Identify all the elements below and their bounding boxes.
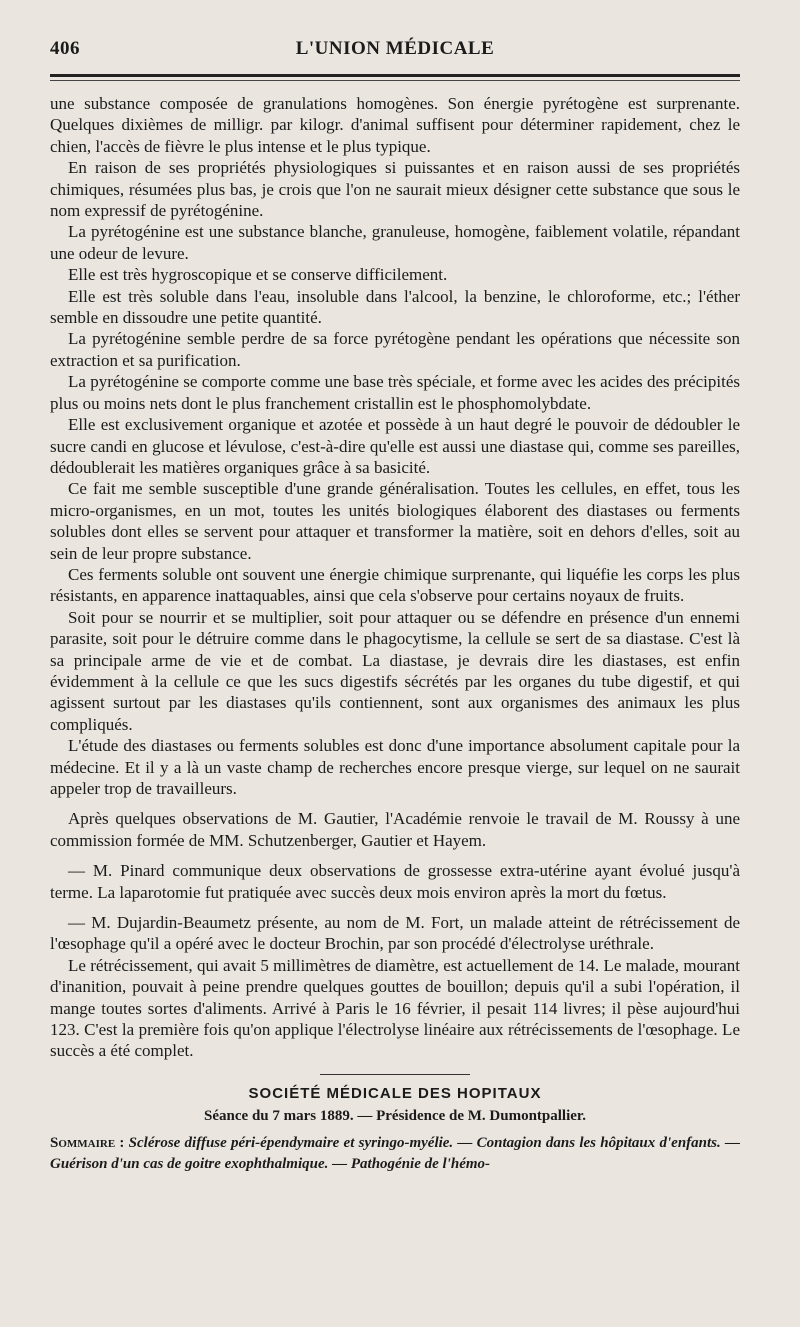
paragraph: Elle est très soluble dans l'eau, insoluble dans l'alcool, la benzine, le chloroforme, etc.; l'éther semble en dissoudre une petite quantité.	[50, 286, 740, 328]
header-rule-thin	[50, 80, 740, 81]
paragraph: Ces ferments soluble ont souvent une énergie chimique surprenante, qui liquéfie les corps les plus résistants, en apparence inattaquables, ainsi que cela s'observe pour certains noyaux de fruits.	[50, 564, 740, 606]
running-title: L'UNION MÉDICALE	[295, 38, 495, 59]
paragraph: La pyrétogénine semble perdre de sa force pyrétogène pendant les opérations que nécessite son extraction et sa purification.	[50, 329, 740, 370]
paragraph: Elle est exclusivement organique et azotée et possède à un haut degré le pouvoir de dédoubler le sucre candi en glucose et lévulose, c'est-à-dire qu'elle est aussi une diastase qui, comme ses pareilles, dédoublerait les matières organiques grâce à sa basicité.	[50, 415, 740, 477]
paragraph: Soit pour se nourrir et se multiplier, soit pour attaquer ou se défendre en présence d'un ennemi parasite, soit pour le détruire comme dans le phagocytisme, la cellule se sert de sa diastase. C'est là sa principale arme de vie et de combat. La diastase, je devrais dire les diastases, est enfin évidemment à la cellule ce que les sucs digestifs sécrétés par les organes du tube digestif, et qui agissent surtout par les diastases qu'ils contiennent, sont aux organismes des animaux les plus compliqués.	[50, 607, 740, 734]
society-title: SOCIÉTÉ MÉDICALE DES HOPITAUX	[248, 1084, 542, 1102]
paragraph: Après quelques observations de M. Gautier, l'Académie renvoie le travail de M. Roussy à une commission formée de MM. Schutzenberger, Gautier et Hayem.	[50, 809, 740, 850]
article-body	[50, 93, 740, 1062]
paragraph: L'étude des diastases ou ferments solubles est donc d'une importance absolument capitale pour la médecine. Et il y a là un vaste champ de recherches encore presque vierge, sur lequel on ne saurait appeler trop de travailleurs.	[50, 736, 740, 798]
paragraph: En raison de ses propriétés physiologiques si puissantes et en raison aussi de ses propriétés chimiques, résumées plus bas, je crois que l'on ne saurait mieux désigner cette substance que sous le nom expressif de pyrétogénine.	[50, 158, 740, 221]
paragraph: La pyrétogénine se comporte comme une base très spéciale, et forme avec les acides des précipités plus ou moins nets dont le plus franchement cristallin est le phosphomolybdate.	[50, 372, 740, 413]
summary-text: Sclérose diffuse péri-épendymaire et syringo-myélie. — Contagion dans les hôpitaux d'enfants. — Guérison d'un cas de goitre exophthalmique. — Pathogénie de l'hémo-	[50, 1134, 740, 1172]
paragraph: — M. Dujardin-Beaumetz présente, au nom de M. Fort, un malade atteint de rétrécissement de l'œsophage qu'il a opéré avec le docteur Brochin, par son procédé d'électrolyse uréthrale.	[50, 913, 740, 954]
paragraph: — M. Pinard communique deux observations de grossesse extra-utérine ayant évolué jusqu'à terme. La laparotomie fut pratiquée avec succès deux mois environ après la mort du fœtus.	[50, 861, 740, 902]
summary-lead: Sommaire :	[50, 1134, 125, 1151]
session-line: Séance du 7 mars 1889. — Présidence de M. Dumontpallier.	[204, 1107, 586, 1124]
paragraph: Ce fait me semble susceptible d'une grande généralisation. Toutes les cellules, en effet, tous les micro-organismes, en un mot, toutes les unités biologiques élaborent des diastases ou ferments solubles dont elles se servent pour attaquer et transformer la matière, soit en dehors d'elles, soit au sein de leur propre substance.	[50, 479, 740, 563]
paragraph: La pyrétogénine est une substance blanche, granuleuse, homogène, faiblement volatile, répandant une odeur de levure.	[50, 222, 740, 263]
summary	[50, 1133, 740, 1175]
header-rule	[50, 74, 740, 77]
page-header	[50, 36, 740, 60]
page-number: 406	[50, 38, 80, 59]
paragraph: Elle est très hygroscopique et se conserve difficilement.	[68, 265, 448, 285]
section-separator	[320, 1074, 470, 1075]
paragraph: une substance composée de granulations homogènes. Son énergie pyrétogène est surprenante. Quelques dixièmes de milligr. par kilogr. d'animal suffisent pour déterminer rapidement, chez le chien, l'accès de fièvre le plus intense et le plus typique.	[50, 94, 740, 156]
paragraph: Le rétrécissement, qui avait 5 millimètres de diamètre, est actuellement de 14. Le malade, mourant d'inanition, pouvait à peine prendre quelques gouttes de bouillon; depuis qu'il a subi l'opération, il mange toutes sortes d'aliments. Arrivé à Paris le 16 février, il pesait 114 livres; il pèse aujourd'hui 123. C'est la première fois qu'on applique l'électrolyse linéaire aux rétrécissements de l'œsophage. Le succès a été complet.	[50, 955, 740, 1061]
